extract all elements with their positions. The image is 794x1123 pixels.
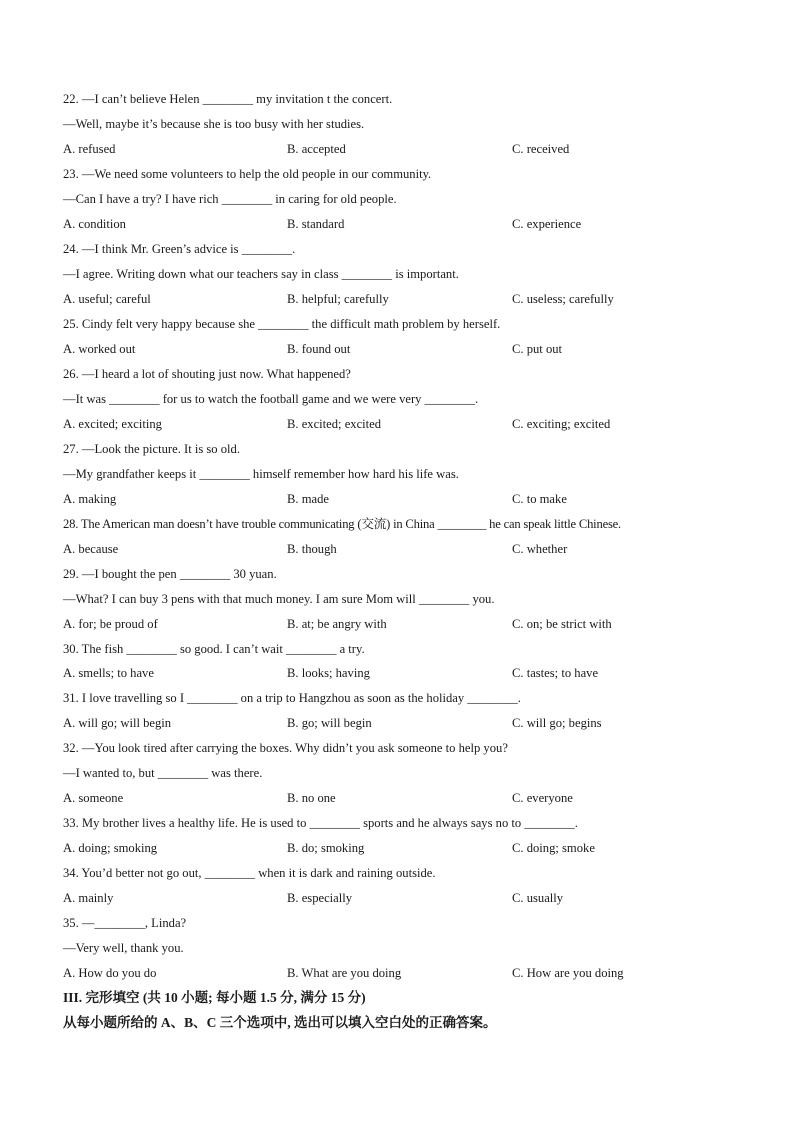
question-22-options	[63, 141, 763, 157]
question-23-options	[63, 216, 763, 232]
question-26-stem: 26. —I heard a lot of shouting just now. What happened?	[63, 367, 351, 381]
option-c: C. received	[512, 142, 570, 156]
option-b: B. What are you doing	[287, 966, 402, 980]
question-32-reply: —I wanted to, but ________ was there.	[63, 766, 263, 780]
option-a: A. because	[63, 542, 119, 556]
option-c: C. whether	[512, 542, 568, 556]
option-b: B. go; will begin	[287, 716, 372, 730]
question-33-stem: 33. My brother lives a healthy life. He is used to ________ sports and he always says no to ________.	[63, 816, 578, 830]
option-c: C. put out	[512, 342, 563, 356]
option-a: A. someone	[63, 791, 124, 805]
question-32-stem: 32. —You look tired after carrying the boxes. Why didn’t you ask someone to help you?	[63, 741, 508, 755]
option-a: A. useful; careful	[63, 292, 151, 306]
option-b: B. do; smoking	[287, 841, 365, 855]
option-c: C. will go; begins	[512, 716, 602, 730]
option-c: C. doing; smoke	[512, 841, 595, 855]
question-33-options	[63, 840, 763, 856]
question-24-options	[63, 291, 763, 307]
question-29-options	[63, 616, 763, 632]
question-30-stem: 30. The fish ________ so good. I can’t wait ________ a try.	[63, 642, 365, 656]
question-29-stem: 29. —I bought the pen ________ 30 yuan.	[63, 567, 277, 581]
option-a: A. will go; will begin	[63, 716, 172, 730]
option-b: B. especially	[287, 891, 353, 905]
question-27-stem: 27. —Look the picture. It is so old.	[63, 442, 240, 456]
question-24-reply: —I agree. Writing down what our teachers say in class ________ is important.	[63, 267, 459, 281]
option-c: C. useless; carefully	[512, 292, 614, 306]
option-a: A. worked out	[63, 342, 136, 356]
question-23-stem: 23. —We need some volunteers to help the old people in our community.	[63, 167, 432, 181]
question-25-stem: 25. Cindy felt very happy because she ________ the difficult math problem by herself.	[63, 317, 501, 331]
question-27-reply: —My grandfather keeps it ________ himself remember how hard his life was.	[63, 467, 459, 481]
question-28-stem: 28. The American man doesn’t have trouble communicating (交流) in China ________ he can speak little Chinese.	[63, 517, 622, 531]
option-c: C. on; be strict with	[512, 617, 612, 631]
section-heading: III. 完形填空 (共 10 小题; 每小题 1.5 分, 满分 15 分)	[63, 990, 366, 1005]
option-a: A. condition	[63, 217, 126, 231]
option-c: C. exciting; excited	[512, 417, 611, 431]
option-c: C. How are you doing	[512, 966, 624, 980]
question-25-options	[63, 341, 763, 357]
option-c: C. tastes; to have	[512, 666, 599, 680]
question-31-options	[63, 715, 763, 731]
question-34-options	[63, 890, 763, 906]
question-26-reply: —It was ________ for us to watch the football game and we were very ________.	[63, 392, 479, 406]
question-24-stem: 24. —I think Mr. Green’s advice is ________.	[63, 242, 296, 256]
option-a: A. for; be proud of	[63, 617, 158, 631]
option-a: A. smells; to have	[63, 666, 154, 680]
option-b: B. excited; excited	[287, 417, 382, 431]
option-a: A. refused	[63, 142, 116, 156]
question-32-options	[63, 790, 763, 806]
question-35-stem: 35. —________, Linda?	[63, 916, 187, 930]
option-c: C. usually	[512, 891, 564, 905]
option-b: B. though	[287, 542, 337, 556]
question-31-stem: 31. I love travelling so I ________ on a trip to Hangzhou as soon as the holiday ________.	[63, 691, 521, 705]
option-b: B. no one	[287, 791, 336, 805]
question-35-options	[63, 965, 763, 981]
question-26-options	[63, 416, 763, 432]
option-b: B. looks; having	[287, 666, 370, 680]
option-a: A. excited; exciting	[63, 417, 162, 431]
question-29-reply: —What? I can buy 3 pens with that much money. I am sure Mom will ________ you.	[63, 592, 495, 606]
question-28-options	[63, 541, 763, 557]
option-c: C. to make	[512, 492, 567, 506]
question-23-reply: —Can I have a try? I have rich ________ in caring for old people.	[63, 192, 397, 206]
option-b: B. standard	[287, 217, 345, 231]
option-a: A. How do you do	[63, 966, 157, 980]
question-34-stem: 34. You’d better not go out, ________ when it is dark and raining outside.	[63, 866, 436, 880]
option-b: B. made	[287, 492, 329, 506]
question-27-options	[63, 491, 763, 507]
question-22-stem: 22. —I can’t believe Helen ________ my invitation t the concert.	[63, 92, 393, 106]
section-instruction: 从每小题所给的 A、B、C 三个选项中, 选出可以填入空白处的正确答案。	[63, 1015, 497, 1030]
question-35-reply: —Very well, thank you.	[63, 941, 184, 955]
option-a: A. doing; smoking	[63, 841, 158, 855]
option-b: B. accepted	[287, 142, 346, 156]
option-a: A. mainly	[63, 891, 114, 905]
option-b: B. found out	[287, 342, 351, 356]
option-c: C. everyone	[512, 791, 573, 805]
option-b: B. helpful; carefully	[287, 292, 389, 306]
option-a: A. making	[63, 492, 117, 506]
option-b: B. at; be angry with	[287, 617, 387, 631]
question-22-reply: —Well, maybe it’s because she is too busy with her studies.	[63, 117, 365, 131]
question-30-options	[63, 665, 763, 681]
option-c: C. experience	[512, 217, 582, 231]
